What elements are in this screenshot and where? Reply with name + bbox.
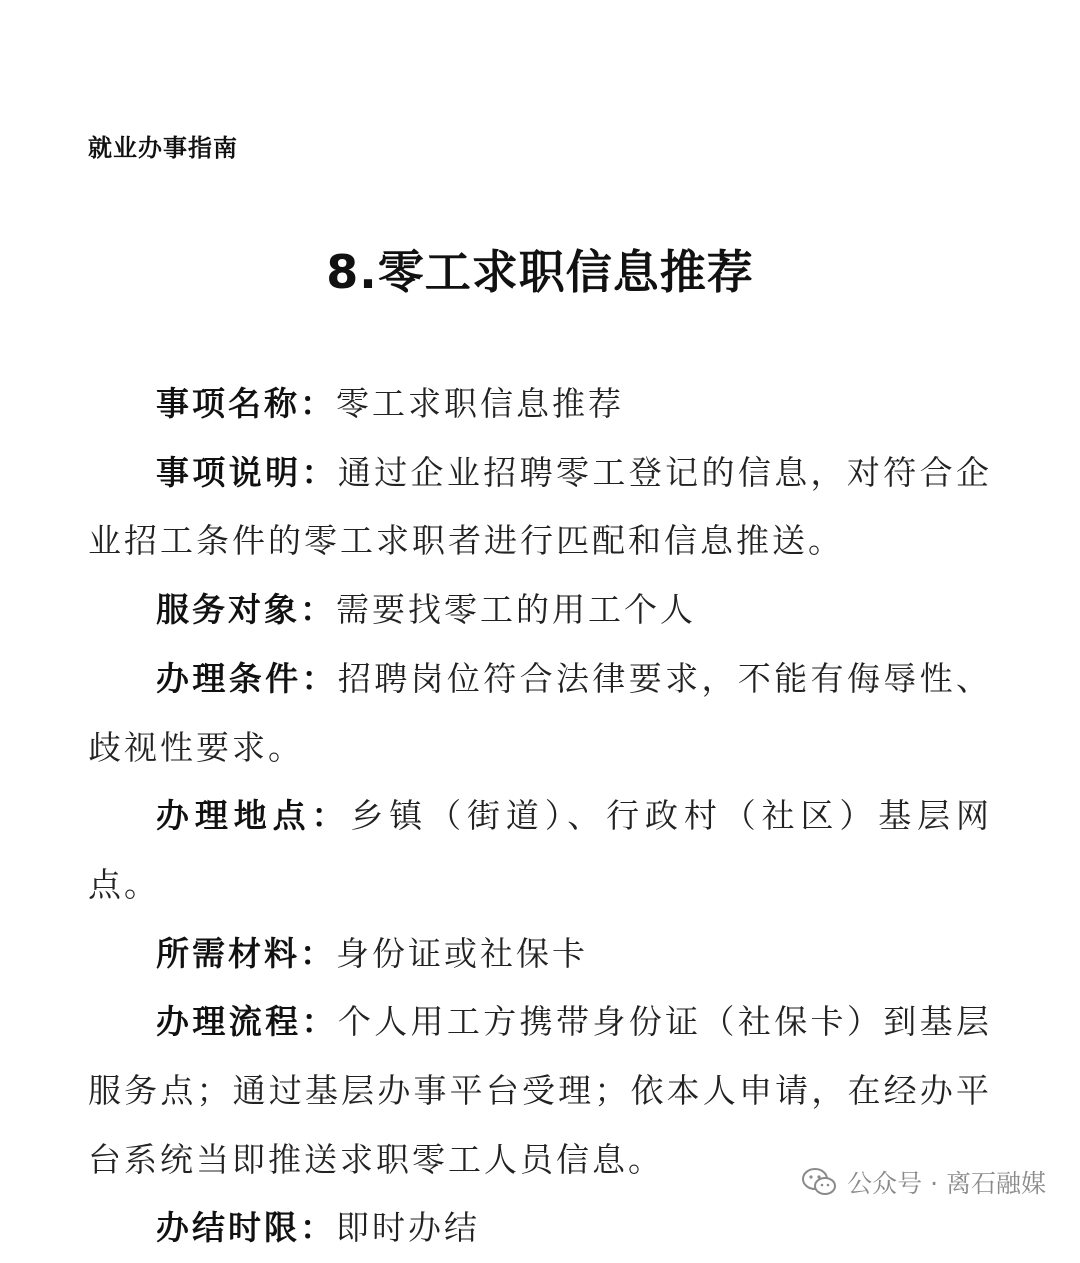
- section-text: 即时办结: [336, 1208, 480, 1248]
- section-term: 服务对象：: [156, 590, 336, 630]
- section-term: 所需材料：: [156, 933, 336, 973]
- section-term: 事项名称：: [156, 384, 336, 423]
- watermark-text: 公众号 · 离石融媒: [847, 1169, 1046, 1198]
- section-text: 乡镇（街道）、行政村（社区）基层网点。: [88, 796, 993, 904]
- section-term: 办理流程：: [156, 1002, 338, 1042]
- section-term: 办理条件：: [156, 658, 338, 698]
- document-body: [88, 370, 992, 1263]
- watermark: [801, 1164, 1046, 1200]
- section-text: 通过企业招聘零工登记的信息，对符合企业招工条件的零工求职者进行匹配和信息推送。: [88, 452, 993, 561]
- section-conditions: [88, 645, 992, 782]
- section-service-target: [88, 576, 992, 645]
- section-text: 零工求职信息推荐: [336, 384, 624, 423]
- section-materials: [88, 920, 992, 989]
- section-term: 办结时限：: [156, 1208, 336, 1248]
- section-item-description: [88, 439, 992, 576]
- section-location: [88, 782, 992, 919]
- section-text: 个人用工方携带身份证（社保卡）到基层服务点；通过基层办事平台受理；依本人申请，在经办平台系统当即推送求职零工人员信息。: [88, 1002, 993, 1179]
- section-term: 事项说明：: [156, 452, 338, 492]
- section-text: 身份证或社保卡: [336, 933, 588, 973]
- section-term: 办理地点：: [156, 796, 351, 836]
- guide-header-label: 就业办事指南: [88, 134, 238, 162]
- section-text: 需要找零工的用工个人: [336, 590, 696, 630]
- document-title: 8.零工求职信息推荐: [326, 245, 754, 299]
- section-time-limit: [88, 1194, 992, 1263]
- wechat-icon: [801, 1167, 837, 1197]
- section-text: 招聘岗位符合法律要求，不能有侮辱性、歧视性要求。: [88, 658, 993, 767]
- section-item-name: [88, 370, 992, 439]
